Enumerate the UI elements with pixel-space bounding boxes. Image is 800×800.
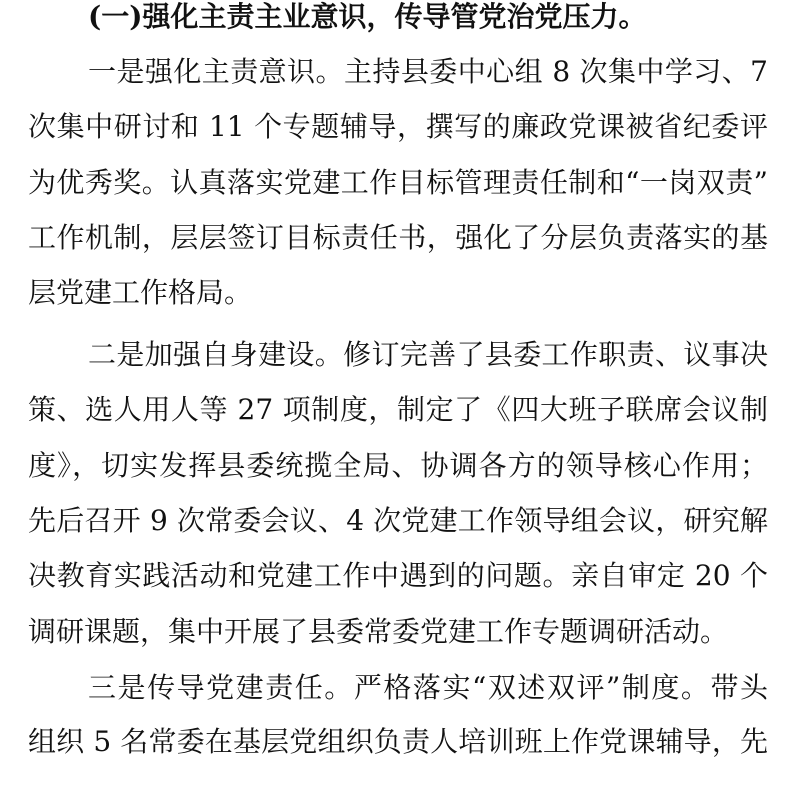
- text-line: 度》，切实发挥县委统揽全局、协调各方的领导核心作用；: [28, 449, 768, 482]
- text-line: 策、选人用人等 27 项制度，制定了《四大班子联席会议制: [28, 393, 768, 426]
- text-line: 调研课题，集中开展了县委常委党建工作专题调研活动。: [28, 615, 729, 648]
- text-line: 一是强化主责意识。主持县委中心组 8 次集中学习、7: [88, 55, 768, 88]
- text-line: 三是传导党建责任。严格落实“双述双评”制度。带头: [88, 671, 768, 704]
- text-line: 组织 5 名常委在基层党组织负责人培训班上作党课辅导，先: [28, 725, 768, 758]
- section-heading: (一)强化主责主业意识，传导管党治党压力。: [88, 0, 647, 33]
- text-line: 先后召开 9 次常委会议、4 次党建工作领导组会议，研究解: [28, 504, 768, 537]
- text-line: 次集中研讨和 11 个专题辅导，撰写的廉政党课被省纪委评: [28, 110, 768, 143]
- text-line: 工作机制，层层签订目标责任书，强化了分层负责落实的基: [28, 221, 768, 254]
- text-line: 二是加强自身建设。修订完善了县委工作职责、议事决: [88, 338, 768, 371]
- text-line: 层党建工作格局。: [28, 276, 253, 309]
- text-line: 决教育实践活动和党建工作中遇到的问题。亲自审定 20 个: [28, 559, 768, 592]
- text-line: 为优秀奖。认真落实党建工作目标管理责任制和“一岗双责”: [28, 166, 768, 199]
